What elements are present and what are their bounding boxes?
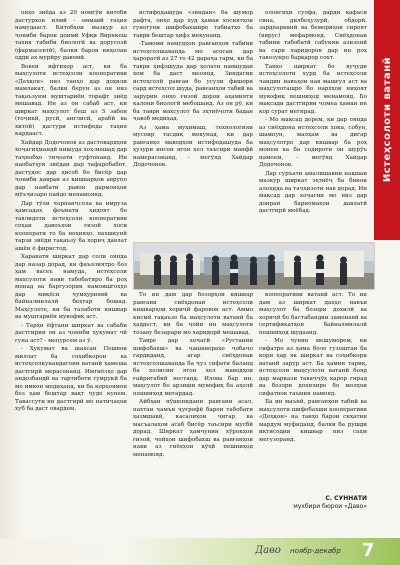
paragraph: -Тамоми намудҳои равғанҳои табиии истеҳсолшаванда мо асосан дар ҳароратӣ аз 27 то 42 дараҷа гарм, ки ба таври ҳифзшуда дар ҳолати навшудаи хом ба даст меоянд. Зиндагии истеҳсолӣ равған бо усули фишори сард истеҳсол шуда, равғанҳои табиӣ ва зарурии онҳо ғизоӣ дорои аҳамияти калони биологӣ мебошанд. Аз он рӯ, ки ба таври маҳсулот ба эҳтиёҷоти бадан ҷавоб медиҳад. — [133, 41, 253, 122]
paragraph: Тавре дар хоҷагӣ «Рустании шифобахш» ва ҷашнвораҳо ҷобаҷо гардиданд, агар сиёҳдонаи истеҳсолшаванда ба ҷуз сифати баланд ба холисии ягон хел маводҳои ғайритабиӣ нестанд. Илова бар ин, маҳсулот бо арзиши мувофиқ ба аҳолӣ пешниҳод мегардад. — [133, 338, 253, 397]
article-column-2-lower — [133, 292, 253, 542]
paragraph: олонгиҳи сулфа, дарди қафаси сина, дилбеҳузурӣ, обдорӣ, зардпарвинӣ ва бемориҳои сироят (вирус) мефармояд. Сиёҳдонаи табиии табобатӣ сабукии азизонӣ ва сари харидорон дар ин роҳ тавозунро барқарор сохт. — [259, 10, 367, 61]
issue-label: ноябр-декабр — [290, 547, 341, 555]
article-column-3-lower — [259, 292, 367, 492]
paragraph: Вовеи ифтихор аст, ки ба маҳсулоти истеҳсоли кооперативи «Дехқон» низ танҳо дар доҳили мамлакат, балки берун аз он низ тақаъзуюи муштариён торафт зиёд мешавад. Ин аз он сабаб аст, ки ширкат маҳсулот беш аз 5 забон (тоҷикӣ, русӣ, англисӣ, арабӣ ва хитоӣ) дастури истифода таҳия кардааст. — [15, 63, 127, 137]
author-name: С. СУННАТИ — [325, 495, 367, 502]
paragraph: кооперативи ватанӣ аст. То ин дам аз ширкат даҳҳо навъи маҳсулот ба бозори дохилӣ ва хориҷӣ бо бастабандии замонавӣ ва сертификатҳои байналмилалӣ пешниҳод шудаанд. — [259, 292, 367, 336]
section-title: Истеҳсолоти ватанӣ — [381, 57, 393, 183]
author-signature — [259, 495, 367, 510]
article-column-2 — [133, 10, 253, 240]
paragraph: Дар тӯли чорпанҷсола ва имруза ҳамсадаҳ фоъмати ҳидоят бо тавлидоти истеҳсоли кооперативи соҳаи давоъхои ғизоӣ хоси кооперати то ба ноҳияҳо, пахшкунӣ тарзи зиёди тақаъзу ба хориҷ давлат ашён ё фиристод. — [15, 200, 127, 252]
article-photo — [133, 242, 375, 290]
paragraph: Хайдар Додочонов аз дастовардҳои хоҷагиҳмандӣ нишуда хоҳ-мешад дар таҷнобҳо тиҷоати гуфтонанд. Ин наобатҳуи зиёдан дар тафаробабот, дастудос дар ҳисоб бо бисёр дар ҷониби давраи аз кишварҳои аврупо дар навбати равон дармонҳои мӯъҷизаро пайдо менамоянд. — [15, 139, 127, 198]
paragraph: Айбҳаи нӯшонидани равғани асал, пахтаи ҷамъи ҷуғрофӣ барои табобати ҳазмшавӣ, касалиҳои ҷигар ва масъалаҳои асаб бисёр таъсири мусбӣ дорад. Ширкат ҳамчунин хӯрокҳои ғизоӣ, чойҳои шифобахш ва равғанҳои нави аз гиёҳҳои кӯҳӣ пешниҳод менамояд. — [133, 399, 253, 458]
paragraph: Аз ҳама муҳимаш, технологияи мусоир тасдиқ мекунад, ки дар равғанҳо маводҳои истифодашуда ба ҳузури инсон ягон хел таъсири манфӣ намерасонанд, - мегӯяд Хайдар Додочонов. — [133, 124, 253, 168]
paragraph: Харакати ширкат дар соли оянда дар назар дорад, ки фаъолиятро боз ҳам васеъ намуда, истеҳсоли маҳсулоти нави табобатиро ба роҳ монад ва баргузории намоишгоҳҳо дар миқёси ҷумҳуриявӣ ва байналмилалӣ беҳтар бошад. Маҳсулоте, ки ба талаботи кишвар ва муштариён мувофиқ аст. — [15, 254, 127, 320]
paragraph: - Мо мақсад дорем, ки дар оянда аз сиёҳдона истеҳсоли хока, собун, шампун, малҳам ва дигар маҳсулотро дар кишвар ба роҳ монем ва ба содироти он шурӯъ намоем, - мегӯяд Хайдар Додочонов. — [259, 117, 367, 168]
paragraph: Дар суръати амалишавии нақшаи мазкур ширкат эҳтиёҷ ба бинои алоҳида ва таҷҳизоти нав дорад. Ин мақсад дар хоҷагии мо низ дар доираи барномаҳои давлатӣ дастгирӣ меёбад. — [259, 170, 367, 214]
paragraph: онҳо зиёда аз 20 номгӯи китоби дастурхон илмӣ - оммавӣ таҳия намудааст. Китобҳои мазкур аз ҷониби барои доимӣ Уфқи Вирнкеш тахия табиби биологӣ ва дорусозӣ (фармасевтӣ), балки барои ниҳолан одди аҳ мурйру давомӣ. — [15, 10, 127, 61]
paragraph: истифодашуда «зиндаи» ба шумор рафта, онҳо дар худ ҳамаи хосиятҳои гуногуни шифобахширо табиатҳо ба таври бештар ҳифз мекунанд. — [133, 10, 253, 39]
paragraph: - Тарҳи ёфтани ширкат ва сабаби дастгирии он аз ҷониби ҳукумат чӣ гуна аст? - мепурсем аз ӯ. — [15, 322, 127, 344]
article-column-3 — [259, 10, 367, 260]
paragraph: Танҳо ширкат бо вуҷуди истеҳсолоти хурд ба истеҳсоли чандин навъҳои нав машғул аст ва маҳсулоташро бо нархҳои ниҳоят мувофиқ пешниҳод менамояд. Бо мақсади дастгирии ҷомеа ҳамаи ин кор сурат мегирад. — [259, 63, 367, 115]
article-column-1 — [15, 10, 127, 550]
author-role: мухбири бюрои «Даво» — [293, 502, 367, 510]
paragraph: - Мо чунин мешуморем, ки сифатро аз ҳама боло гузоштан ба кори ҳар як ширкат ва соҳибкори ватанӣ зарур аст. Ба ҳамин тариқ, истеҳсоли маҳсулоти ватанӣ бояд дар маркази таваҷҷӯҳ қарор гирад ва бозори дохилиро бо молҳои сифатнок таъмин намояд. — [259, 338, 367, 397]
paragraph: То ин дам дар бозорҳои кишвар равғани сиёҳдонаи истеҳсоли кишварҳои хориҷӣ фаровон аст. Аммо кисмӣ тақаъзо ба маҳсулоти ватанӣ ба ҳаддест, ки ба ҷойи ин маҳсулоти тозаву безарари мо харидорӣ мешавад. — [133, 292, 253, 336]
section-tab — [374, 0, 400, 240]
paragraph: Ба ин маънӣ, равғанҳои табиӣ ва маҳсулоти шифобахши кооперативи «Деҳқон» на танҳо барои сиҳатии мардум муфиданд, балки ба рушди иқтисодии кишвар низ саҳм мегузоранд. — [259, 399, 367, 443]
page-number: 7 — [362, 540, 375, 561]
magazine-brand: Даво — [255, 545, 281, 556]
page-footer — [0, 538, 400, 565]
paragraph: - Ҳукумат ва шахсан Пешвои миллат ба соҳибкорон ва истеҳсолкунандагони ватанӣ ҳамеша дастгирӣ мерасонанд. Имтиёзҳо дар андозбандӣ ва тартиботи гумрукӣ ба мо имкон медиҳанд, ки ба корҳоямон боз ҳам бештар вақт ҷудо кунем. Тавассути ин дастгирӣ мо натиҷаҳои хуб ба даст овардем. — [15, 346, 127, 412]
